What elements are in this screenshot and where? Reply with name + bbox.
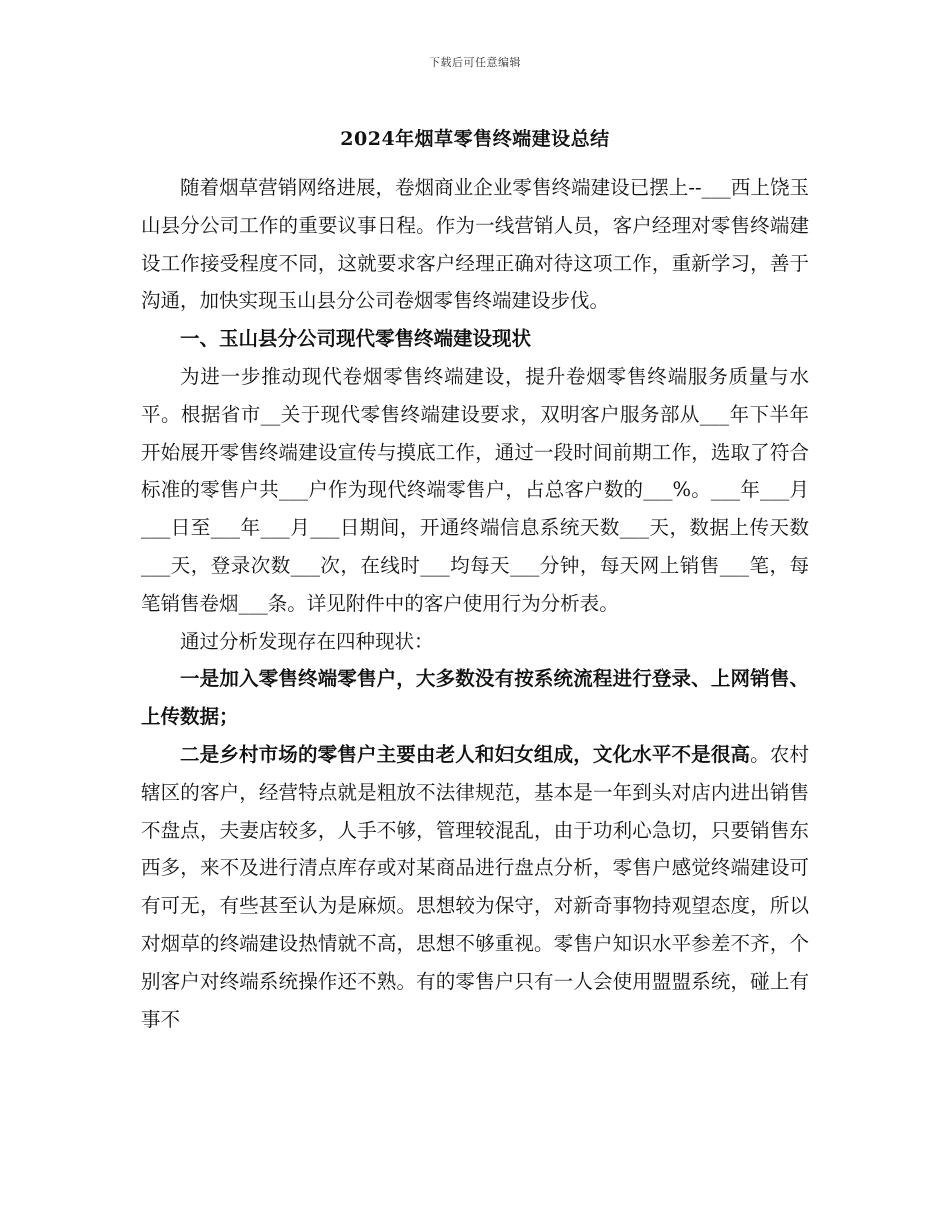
document-body (141, 169, 809, 1038)
finding-one: 一是加入零售终端零售户，大多数没有按系统流程进行登录、上网销售、上传数据； (141, 667, 809, 729)
findings-intro: 通过分析发现存在四种现状： (180, 629, 434, 653)
intro-paragraph: 随着烟草营销网络进展，卷烟商业企业零售终端建设已摆上--___西上饶玉山县分公司工作的重要议事日程。作为一线营销人员，客户经理对零售终端建设工作接受程度不同，这就要求客户经理正确对待这项工作，重新学习，善于沟通，加快实现玉山县分公司卷烟零售终端建设步伐。 (141, 176, 809, 313)
document-title: 2024年烟草零售终端建设总结 (340, 128, 610, 150)
finding-two-lead: 二是乡村市场的零售户主要由老人和妇女组成，文化水平不是很高 (180, 742, 751, 766)
finding-two-text: 。农村辖区的客户，经营特点就是粗放不法律规范，基本是一年到头对店内进出销售不盘点，夫妻店较多，人手不够，管理较混乱，由于功利心急切，只要销售东西多，来不及进行清点库存或对某商品进行盘点分析，零售户感觉终端建设可有可无，有些甚至认为是麻烦。思想较为保守，对新奇事物持观望态度，所以对烟草的终端建设热情就不高，思想不够重视。零售户知识水平参差不齐，个别客户对终端系统操作还不熟。有的零售户只有一人会使用盟盟系统，碰上有事不 (141, 742, 809, 1031)
finding-two (141, 736, 809, 1038)
page-header-note: 下载后可任意编辑 (429, 56, 521, 69)
section-heading: 一、玉山县分公司现代零售终端建设现状 (180, 327, 532, 351)
section-paragraph: 为进一步推动现代卷烟零售终端建设，提升卷烟零售终端服务质量与水平。根据省市__关于现代零售终端建设要求，双明客户服务部从___年下半年开始展开零售终端建设宣传与摸底工作，通过一段时间前期工作，选取了符合标准的零售户共___户作为现代终端零售户，占总客户数的___%。___年___月___日至___年___月___日期间，开通终端信息系统天数___天，数据上传天数___天，登录次数___次，在线时___均每天___分钟，每天网上销售___笔，每笔销售卷烟___条。详见附件中的客户使用行为分析表。 (141, 364, 809, 615)
